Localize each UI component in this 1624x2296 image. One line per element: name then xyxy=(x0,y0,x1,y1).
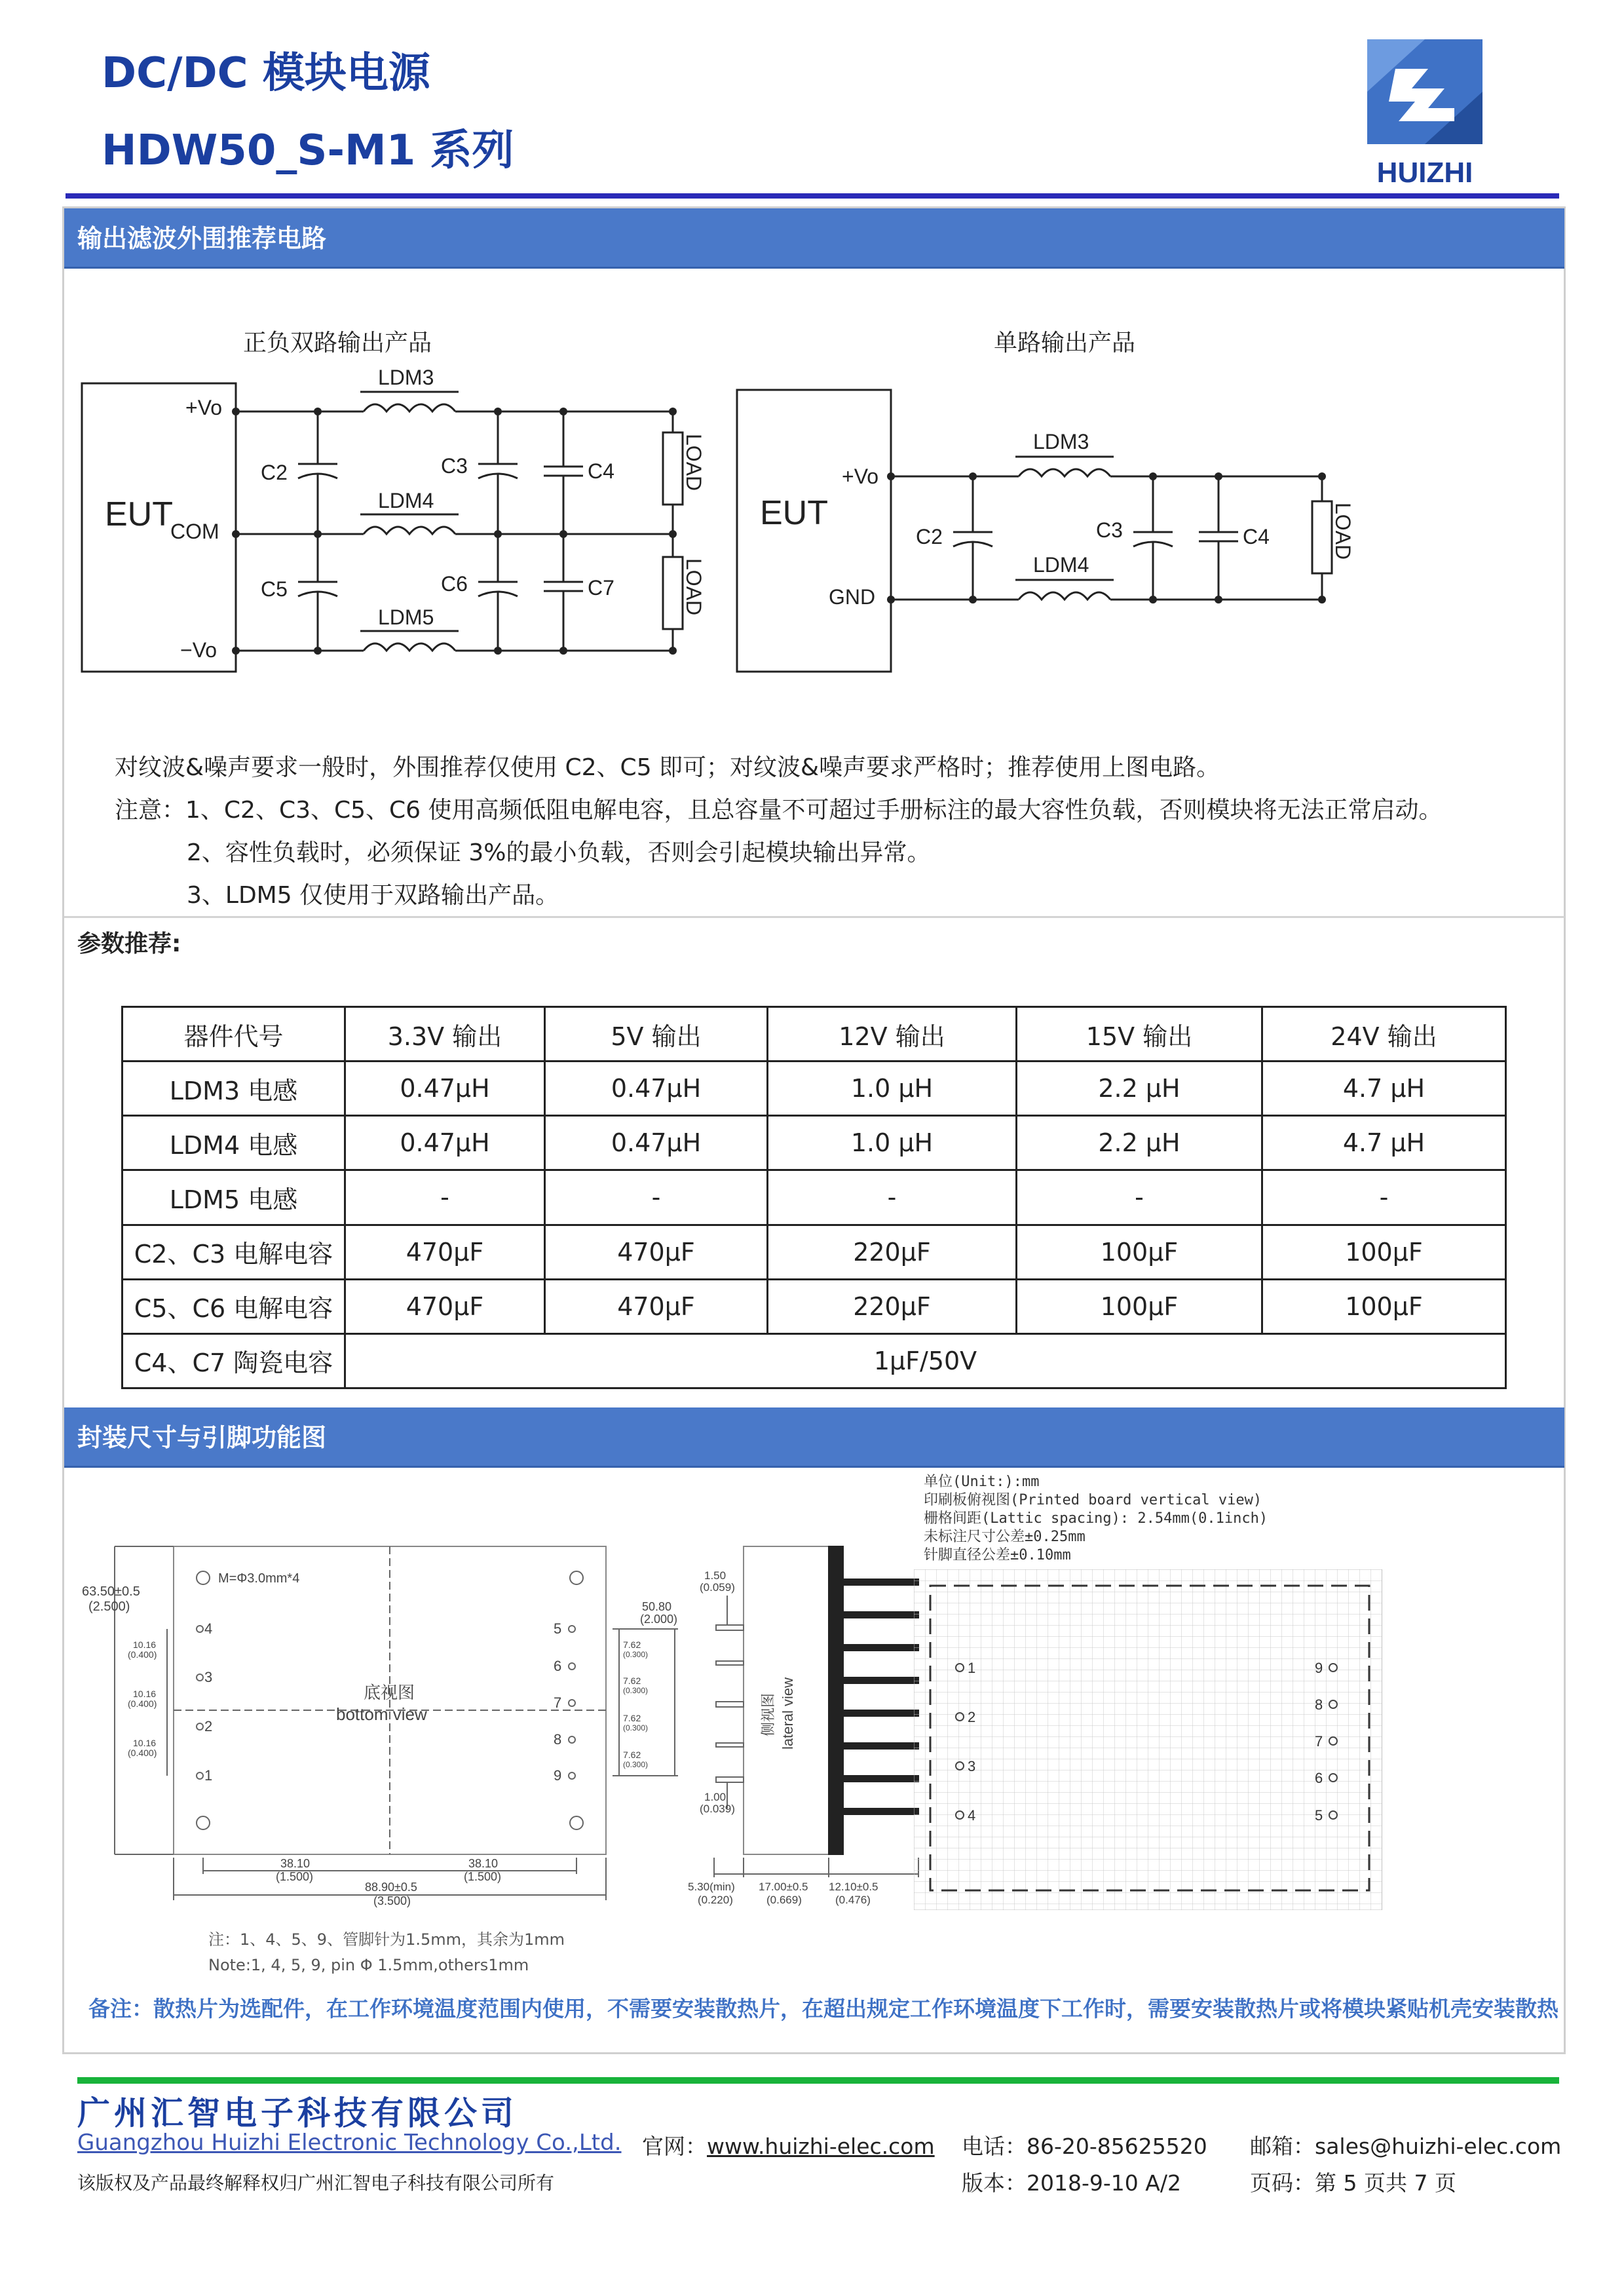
svg-text:LOAD: LOAD xyxy=(1331,503,1355,560)
svg-text:12.10±0.5: 12.10±0.5 xyxy=(829,1881,878,1893)
svg-text:7: 7 xyxy=(1315,1733,1323,1750)
website-link[interactable]: www.huizhi-elec.com xyxy=(707,2133,935,2159)
table-header-cell: 15V 输出 xyxy=(1017,1007,1262,1062)
note-line-1: 对纹波&噪声要求一般时，外围推荐仅使用 C2、C5 即可；对纹波&噪声要求严格时；推荐使用上图电路。 xyxy=(115,754,1220,781)
svg-text:(0.039): (0.039) xyxy=(700,1803,735,1815)
table-cell: 0.47μH xyxy=(545,1062,768,1116)
svg-text:C2: C2 xyxy=(916,525,943,548)
table-cell: - xyxy=(345,1170,545,1225)
svg-text:8: 8 xyxy=(554,1731,562,1748)
table-cell: LDM3 电感 xyxy=(123,1062,345,1116)
svg-text:底视图: 底视图 xyxy=(364,1683,415,1702)
table-cell: - xyxy=(545,1170,768,1225)
svg-text:LOAD: LOAD xyxy=(682,434,706,491)
svg-text:正负双路输出产品: 正负双路输出产品 xyxy=(242,329,432,356)
svg-text:EUT: EUT xyxy=(105,495,173,533)
svg-text:LDM5: LDM5 xyxy=(378,605,434,629)
unit-notes xyxy=(924,1473,1268,1565)
svg-text:(0.300): (0.300) xyxy=(623,1686,649,1695)
svg-text:C5: C5 xyxy=(261,577,288,601)
table-cell: LDM4 电感 xyxy=(123,1116,345,1170)
svg-text:(0.400): (0.400) xyxy=(128,1748,157,1758)
table-cell: C5、C6 电解电容 xyxy=(123,1279,345,1333)
phone: 电话：86-20-85625520 xyxy=(962,2133,1207,2159)
table-cell: - xyxy=(1262,1170,1506,1225)
svg-text:侧视图: 侧视图 xyxy=(760,1693,776,1736)
svg-text:88.90±0.5: 88.90±0.5 xyxy=(365,1881,417,1894)
table-header-row xyxy=(123,1007,1506,1062)
svg-text:(0.400): (0.400) xyxy=(128,1649,157,1660)
svg-text:1.50: 1.50 xyxy=(704,1569,727,1582)
pcb-view-grid xyxy=(914,1569,1382,1910)
table-cell: LDM5 电感 xyxy=(123,1170,345,1225)
dual-output-circuit-diagram xyxy=(75,321,730,688)
svg-text:38.10: 38.10 xyxy=(280,1857,311,1870)
section-divider xyxy=(64,916,1564,918)
table-cell: 2.2 μH xyxy=(1017,1062,1262,1116)
table-cell: 0.47μH xyxy=(345,1062,545,1116)
unit-note-line: 栅格间距(Lattic spacing): 2.54mm(0.1inch) xyxy=(924,1510,1268,1527)
note-line-4: 3、LDM5 仅使用于双路输出产品。 xyxy=(187,882,559,909)
svg-text:EUT: EUT xyxy=(760,494,828,532)
svg-text:(0.400): (0.400) xyxy=(128,1698,157,1709)
svg-text:LDM3: LDM3 xyxy=(1033,430,1089,453)
svg-text:LOAD: LOAD xyxy=(682,558,706,616)
single-output-circuit-diagram xyxy=(730,321,1386,688)
section-title-filter-circuit: 输出滤波外围推荐电路 xyxy=(64,208,1564,269)
svg-text:1.00: 1.00 xyxy=(704,1791,727,1803)
svg-text:HUIZHI: HUIZHI xyxy=(1376,157,1473,189)
table-cell: C4、C7 陶瓷电容 xyxy=(123,1333,345,1388)
version: 版本：2018-9-10 A/2 xyxy=(962,2170,1181,2196)
svg-text:7.62: 7.62 xyxy=(623,1639,641,1650)
company-name-cn: 广州汇智电子科技有限公司 xyxy=(77,2094,518,2132)
table-cell: 470μF xyxy=(545,1279,768,1333)
svg-text:8: 8 xyxy=(1315,1696,1323,1713)
page-number: 页码：第 5 页共 7 页 xyxy=(1250,2170,1456,2196)
unit-note-line: 单位(Unit:):mm xyxy=(924,1474,1040,1490)
svg-text:+Vo: +Vo xyxy=(842,465,879,488)
svg-text:7.62: 7.62 xyxy=(623,1675,641,1686)
table-header-cell: 器件代号 xyxy=(123,1007,345,1062)
svg-text:单路输出产品: 单路输出产品 xyxy=(993,329,1136,356)
svg-text:(0.300): (0.300) xyxy=(623,1760,649,1769)
table-cell: 470μF xyxy=(545,1225,768,1279)
params-title: 参数推荐: xyxy=(77,930,181,957)
table-header-cell: 12V 输出 xyxy=(768,1007,1017,1062)
svg-text:GND: GND xyxy=(829,585,876,609)
email xyxy=(1250,2130,1561,2160)
header-divider xyxy=(66,193,1559,199)
svg-text:M=Φ3.0mm*4: M=Φ3.0mm*4 xyxy=(218,1571,300,1586)
svg-text:LDM4: LDM4 xyxy=(1033,553,1089,577)
bottom-view-drawing xyxy=(75,1533,737,1926)
svg-text:(0.300): (0.300) xyxy=(623,1723,649,1732)
svg-text:C4: C4 xyxy=(588,459,614,483)
svg-text:(0.669): (0.669) xyxy=(766,1894,802,1906)
svg-text:63.50±0.5: 63.50±0.5 xyxy=(82,1584,140,1599)
svg-text:7.62: 7.62 xyxy=(623,1713,641,1723)
svg-text:6: 6 xyxy=(554,1658,562,1674)
pin-note-cn: 注：1、4、5、9、管脚针为1.5mm，其余为1mm xyxy=(208,1930,565,1949)
table-row xyxy=(123,1116,1506,1170)
table-cell: 0.47μH xyxy=(345,1116,545,1170)
heatsink-remark: 备注：散热片为选配件，在工作环境温度范围内使用，不需要安装散热片，在超出规定工作环境温度下工作时，需要安装散热片或将模块紧贴机壳安装散热 xyxy=(88,1996,1558,2021)
table-cell: 0.47μH xyxy=(545,1116,768,1170)
svg-text:7.62: 7.62 xyxy=(623,1750,641,1760)
table-cell: 220μF xyxy=(768,1279,1017,1333)
svg-text:38.10: 38.10 xyxy=(468,1857,499,1870)
svg-text:4: 4 xyxy=(968,1807,976,1824)
svg-text:(3.500): (3.500) xyxy=(373,1894,411,1907)
table-cell: 100μF xyxy=(1262,1225,1506,1279)
svg-text:+Vo: +Vo xyxy=(185,396,223,419)
svg-text:9: 9 xyxy=(1315,1660,1323,1676)
table-cell: - xyxy=(1017,1170,1262,1225)
svg-text:10.16: 10.16 xyxy=(133,1738,157,1748)
company-logo xyxy=(1359,33,1490,190)
svg-text:5.30(min): 5.30(min) xyxy=(688,1881,735,1893)
table-row xyxy=(123,1170,1506,1225)
table-cell: 470μF xyxy=(345,1279,545,1333)
logo-icon xyxy=(1359,33,1490,190)
svg-text:(0.220): (0.220) xyxy=(698,1894,733,1906)
svg-text:LDM3: LDM3 xyxy=(378,366,434,389)
table-header-cell: 24V 输出 xyxy=(1262,1007,1506,1062)
svg-text:4: 4 xyxy=(204,1620,213,1637)
svg-text:3: 3 xyxy=(968,1758,976,1774)
table-cell: 1.0 μH xyxy=(768,1062,1017,1116)
table-cell: 100μF xyxy=(1017,1279,1262,1333)
svg-text:C3: C3 xyxy=(441,454,468,478)
svg-text:1: 1 xyxy=(204,1767,213,1784)
unit-note-line: 未标注尺寸公差±0.25mm xyxy=(924,1529,1086,1545)
section-title-package: 封装尺寸与引脚功能图 xyxy=(64,1407,1564,1468)
svg-text:1: 1 xyxy=(968,1660,976,1676)
website-label: 官网： xyxy=(642,2133,707,2159)
copyright: 该版权及产品最终解释权归广州汇智电子科技有限公司所有 xyxy=(77,2172,555,2194)
table-cell: 1.0 μH xyxy=(768,1116,1017,1170)
table-cell: 1μF/50V xyxy=(345,1333,1506,1388)
table-row xyxy=(123,1062,1506,1116)
unit-note-line: 印刷板俯视图(Printed board vertical view) xyxy=(924,1492,1262,1508)
svg-text:5: 5 xyxy=(554,1620,562,1637)
svg-text:C6: C6 xyxy=(441,572,468,596)
svg-text:2: 2 xyxy=(204,1718,213,1734)
svg-text:C4: C4 xyxy=(1243,525,1270,548)
svg-text:(1.500): (1.500) xyxy=(464,1870,502,1883)
svg-text:7: 7 xyxy=(554,1694,562,1711)
svg-text:6: 6 xyxy=(1315,1770,1323,1786)
unit-note-line: 针脚直径公差±0.10mm xyxy=(924,1547,1071,1563)
email-link[interactable]: sales@huizhi-elec.com xyxy=(1315,2133,1562,2159)
company-name-en[interactable]: Guangzhou Huizhi Electronic Technology Co.,Ltd. xyxy=(77,2130,622,2156)
footer-divider xyxy=(77,2077,1559,2084)
svg-text:lateral view: lateral view xyxy=(780,1677,796,1750)
svg-text:(0.059): (0.059) xyxy=(700,1581,735,1594)
svg-text:5: 5 xyxy=(1315,1807,1323,1824)
table-row xyxy=(123,1333,1506,1388)
pin-note-en: Note:1, 4, 5, 9, pin Φ 1.5mm,others1mm xyxy=(208,1956,529,1974)
table-row xyxy=(123,1225,1506,1279)
table-cell: 100μF xyxy=(1262,1279,1506,1333)
table-cell: - xyxy=(768,1170,1017,1225)
svg-text:17.00±0.5: 17.00±0.5 xyxy=(759,1881,808,1893)
params-table xyxy=(121,1006,1507,1389)
side-view-drawing xyxy=(688,1533,924,1926)
note-line-3: 2、容性负载时，必须保证 3%的最小负载，否则会引起模块输出异常。 xyxy=(187,839,931,866)
note-line-2: 注意：1、C2、C3、C5、C6 使用高频低阻电解电容，且总容量不可超过手册标注的最大容性负载，否则模块将无法正常启动。 xyxy=(115,797,1443,824)
table-cell: 4.7 μH xyxy=(1262,1116,1506,1170)
website xyxy=(642,2130,935,2160)
email-label: 邮箱： xyxy=(1250,2133,1315,2159)
table-header-cell: 3.3V 输出 xyxy=(345,1007,545,1062)
doc-title-line1: DC/DC 模块电源 xyxy=(102,49,430,98)
svg-text:(1.500): (1.500) xyxy=(276,1870,314,1883)
table-cell: 100μF xyxy=(1017,1225,1262,1279)
svg-text:9: 9 xyxy=(554,1767,562,1784)
svg-text:LDM4: LDM4 xyxy=(378,489,434,512)
svg-text:bottom view: bottom view xyxy=(336,1704,427,1724)
svg-text:3: 3 xyxy=(204,1669,213,1685)
table-row xyxy=(123,1279,1506,1333)
table-cell: C2、C3 电解电容 xyxy=(123,1225,345,1279)
svg-text:−Vo: −Vo xyxy=(180,638,217,662)
table-cell: 2.2 μH xyxy=(1017,1116,1262,1170)
svg-text:C7: C7 xyxy=(588,576,614,600)
svg-text:2: 2 xyxy=(968,1709,976,1725)
table-cell: 4.7 μH xyxy=(1262,1062,1506,1116)
table-header-cell: 5V 输出 xyxy=(545,1007,768,1062)
svg-text:(2.000): (2.000) xyxy=(640,1613,678,1626)
doc-title-line2: HDW50_S-M1 系列 xyxy=(102,126,514,175)
svg-text:50.80: 50.80 xyxy=(642,1600,672,1613)
svg-text:(0.476): (0.476) xyxy=(835,1894,871,1906)
svg-text:10.16: 10.16 xyxy=(133,1639,157,1650)
svg-text:10.16: 10.16 xyxy=(133,1689,157,1699)
svg-text:COM: COM xyxy=(170,520,219,543)
table-cell: 220μF xyxy=(768,1225,1017,1279)
svg-text:(2.500): (2.500) xyxy=(88,1599,130,1614)
table-cell: 470μF xyxy=(345,1225,545,1279)
svg-text:C3: C3 xyxy=(1096,518,1123,542)
svg-text:C2: C2 xyxy=(261,461,288,484)
svg-text:(0.300): (0.300) xyxy=(623,1650,649,1659)
